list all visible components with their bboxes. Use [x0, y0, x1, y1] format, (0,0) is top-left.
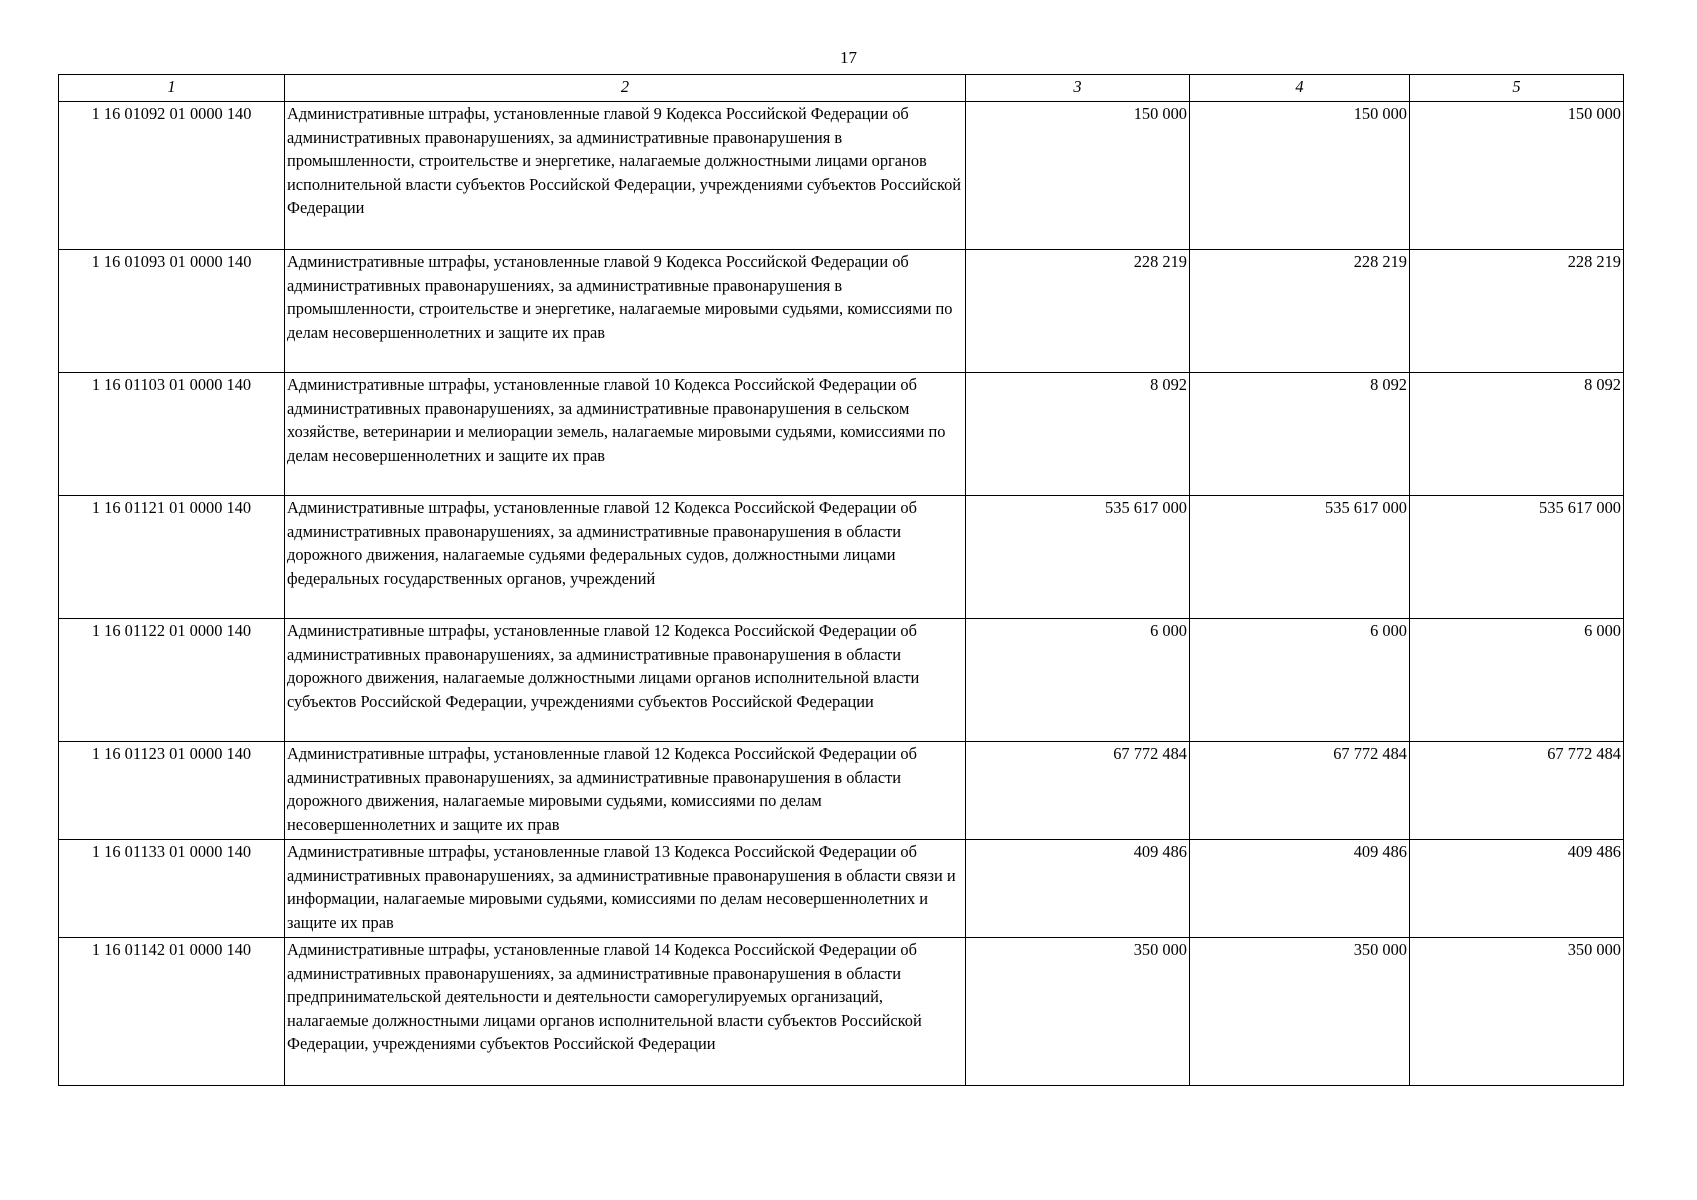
row-value-col5: 8 092	[1410, 373, 1624, 496]
row-value-col4: 228 219	[1190, 250, 1410, 373]
header-col-3: 3	[966, 75, 1190, 102]
table-row	[59, 373, 1624, 496]
row-code: 1 16 01123 01 0000 140	[59, 742, 285, 840]
row-code: 1 16 01142 01 0000 140	[59, 938, 285, 1086]
row-description: Административные штрафы, установленные главой 12 Кодекса Российской Федерации об административных правонарушениях, за административные правонарушения в области дорожного движения, налагаемые судьями федеральных судов, должностными лицами федеральных государственных органов, учреждений	[285, 496, 966, 619]
row-value-col3: 535 617 000	[966, 496, 1190, 619]
row-description: Административные штрафы, установленные главой 9 Кодекса Российской Федерации об административных правонарушениях, за административные правонарушения в промышленности, строительстве и энергетике, налагаемые мировыми судьями, комиссиями по делам несовершеннолетних и защите их прав	[285, 250, 966, 373]
table-row	[59, 619, 1624, 742]
table-row	[59, 496, 1624, 619]
row-description: Административные штрафы, установленные главой 10 Кодекса Российской Федерации об административных правонарушениях, за административные правонарушения в сельском хозяйстве, ветеринарии и мелиорации земель, налагаемые мировыми судьями, комиссиями по делам несовершеннолетних и защите их прав	[285, 373, 966, 496]
row-value-col4: 6 000	[1190, 619, 1410, 742]
row-code: 1 16 01122 01 0000 140	[59, 619, 285, 742]
row-value-col3: 409 486	[966, 840, 1190, 938]
row-value-col4: 409 486	[1190, 840, 1410, 938]
table-row	[59, 840, 1624, 938]
header-col-4: 4	[1190, 75, 1410, 102]
row-value-col3: 350 000	[966, 938, 1190, 1086]
row-value-col5: 67 772 484	[1410, 742, 1624, 840]
table-row	[59, 250, 1624, 373]
row-code: 1 16 01133 01 0000 140	[59, 840, 285, 938]
table-body	[59, 102, 1624, 1086]
row-value-col3: 150 000	[966, 102, 1190, 250]
table-header	[59, 75, 1624, 102]
row-code: 1 16 01121 01 0000 140	[59, 496, 285, 619]
row-code: 1 16 01092 01 0000 140	[59, 102, 285, 250]
row-value-col4: 8 092	[1190, 373, 1410, 496]
table-row	[59, 938, 1624, 1086]
row-value-col3: 8 092	[966, 373, 1190, 496]
budget-table	[58, 74, 1624, 1086]
row-value-col5: 6 000	[1410, 619, 1624, 742]
row-value-col3: 6 000	[966, 619, 1190, 742]
row-value-col3: 228 219	[966, 250, 1190, 373]
row-description: Административные штрафы, установленные главой 12 Кодекса Российской Федерации об административных правонарушениях, за административные правонарушения в области дорожного движения, налагаемые мировыми судьями, комиссиями по делам несовершеннолетних и защите их прав	[285, 742, 966, 840]
row-description: Административные штрафы, установленные главой 13 Кодекса Российской Федерации об административных правонарушениях, за административные правонарушения в области связи и информации, налагаемые мировыми судьями, комиссиями по делам несовершеннолетних и защите их прав	[285, 840, 966, 938]
row-value-col3: 67 772 484	[966, 742, 1190, 840]
row-value-col4: 150 000	[1190, 102, 1410, 250]
row-value-col5: 150 000	[1410, 102, 1624, 250]
row-description: Административные штрафы, установленные главой 9 Кодекса Российской Федерации об административных правонарушениях, за административные правонарушения в промышленности, строительстве и энергетике, налагаемые должностными лицами органов исполнительной власти субъектов Российской Федерации, учреждениями субъектов Российской Федерации	[285, 102, 966, 250]
row-value-col5: 409 486	[1410, 840, 1624, 938]
table-row	[59, 102, 1624, 250]
row-description: Административные штрафы, установленные главой 14 Кодекса Российской Федерации об административных правонарушениях, за административные правонарушения в области предпринимательской деятельности и деятельности саморегулируемых организаций, налагаемые должностными лицами органов исполнительной власти субъектов Российской Федерации, учреждениями субъектов Российской Федерации	[285, 938, 966, 1086]
row-code: 1 16 01103 01 0000 140	[59, 373, 285, 496]
header-col-1: 1	[59, 75, 285, 102]
table-row	[59, 742, 1624, 840]
row-value-col5: 228 219	[1410, 250, 1624, 373]
row-code: 1 16 01093 01 0000 140	[59, 250, 285, 373]
row-value-col4: 535 617 000	[1190, 496, 1410, 619]
row-description: Административные штрафы, установленные главой 12 Кодекса Российской Федерации об административных правонарушениях, за административные правонарушения в области дорожного движения, налагаемые должностными лицами органов исполнительной власти субъектов Российской Федерации, учреждениями субъектов Российской Федерации	[285, 619, 966, 742]
header-row	[59, 75, 1624, 102]
row-value-col5: 535 617 000	[1410, 496, 1624, 619]
row-value-col4: 67 772 484	[1190, 742, 1410, 840]
page-number: 17	[840, 48, 857, 67]
header-col-5: 5	[1410, 75, 1624, 102]
row-value-col4: 350 000	[1190, 938, 1410, 1086]
row-value-col5: 350 000	[1410, 938, 1624, 1086]
header-col-2: 2	[285, 75, 966, 102]
